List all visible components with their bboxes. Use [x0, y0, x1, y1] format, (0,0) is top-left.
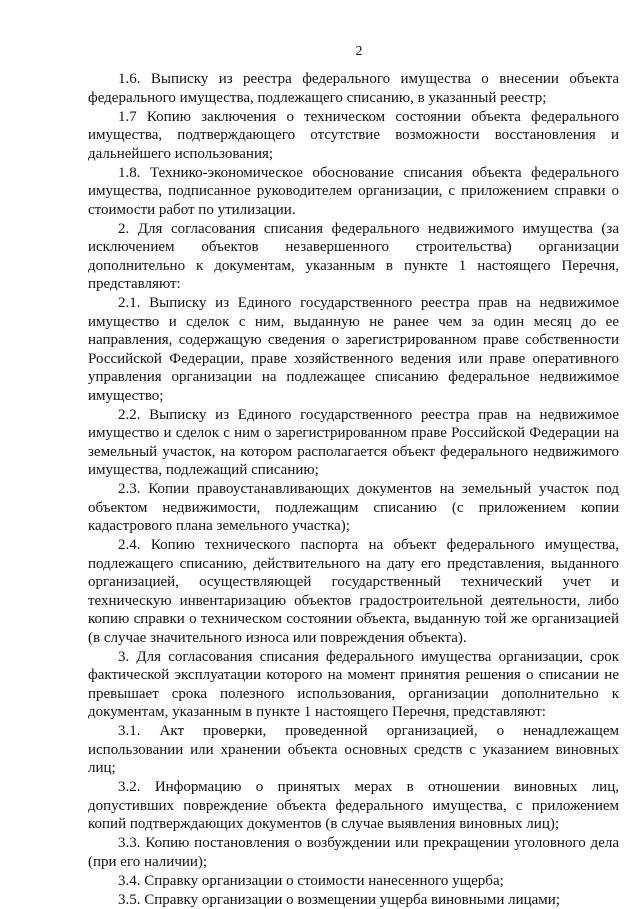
paragraph-2-4: 2.4. Копию технического паспорта на объект федерального имущества, подлежащего списанию, действительного на дату его представления, выданного организацией, осуществляющей государственный технический учет и техническую инвентаризацию объектов градостроительной деятельности, либо копию справки о техническом состоянии объекта, выданную той же организацией (в случае значительного износа или повреждения объекта).: [88, 536, 619, 647]
paragraph-3-5: 3.5. Справку организации о возмещении ущерба виновными лицами;: [88, 891, 619, 909]
paragraph-2-1: 2.1. Выписку из Единого государственного реестра прав на недвижимое имущество и сделок с ним, выданную не ранее чем за один месяц до ее направления, содержащую сведения о зарегистрированном праве собственности Российской Федерации, праве хозяйственного ведения или праве оперативного управления организации на подлежащее списанию федеральное недвижимое имущество;: [88, 294, 619, 405]
paragraph-2-2: 2.2. Выписку из Единого государственного реестра прав на недвижимое имущество и сделок с ним о зарегистрированном праве Российской Федерации на земельный участок, на котором располагается объект федерального недвижимого имущества, подлежащий списанию;: [88, 406, 619, 480]
paragraph-1-6: 1.6. Выписку из реестра федерального имущества о внесении объекта федерального имущества, подлежащего списанию, в указанный реестр;: [88, 70, 619, 107]
paragraph-3-3: 3.3. Копию постановления о возбуждении или прекращении уголовного дела (при его наличии);: [88, 834, 619, 871]
paragraph-3: 3. Для согласования списания федерального имущества организации, срок фактической эксплуатации которого на момент принятия решения о списании не превышает срока полезного использования, организации дополнительно к документам, указанным в пункте 1 настоящего Перечня, представляют:: [88, 648, 619, 722]
page-number: 2: [88, 44, 620, 60]
paragraph-3-2: 3.2. Информацию о принятых мерах в отношении виновных лиц, допустивших повреждение объекта федерального имущества, с приложением копий подтверждающих документов (в случае выявления виновных лиц);: [88, 778, 619, 834]
paragraph-1-7: 1.7 Копию заключения о техническом состоянии объекта федерального имущества, подтверждающего отсутствие возможности восстановления и дальнейшего использования;: [88, 108, 619, 164]
paragraph-2-3: 2.3. Копии правоустанавливающих документов на земельный участок под объектом недвижимости, подлежащим списанию (с приложением копии кадастрового плана земельного участка);: [88, 480, 619, 536]
paragraph-3-4: 3.4. Справку организации о стоимости нанесенного ущерба;: [88, 872, 619, 891]
paragraph-2: 2. Для согласования списания федерального недвижимого имущества (за исключением объектов незавершенного строительства) организации дополнительно к документам, указанным в пункте 1 настоящего Перечня, представляют:: [88, 220, 619, 294]
paragraph-3-1: 3.1. Акт проверки, проведенной организацией, о ненадлежащем использовании или хранении объекта основных средств с указанием виновных лиц;: [88, 722, 619, 778]
paragraph-1-8: 1.8. Технико-экономическое обоснование списания объекта федерального имущества, подписанное руководителем организации, с приложением справки о стоимости работ по утилизации.: [88, 164, 619, 220]
